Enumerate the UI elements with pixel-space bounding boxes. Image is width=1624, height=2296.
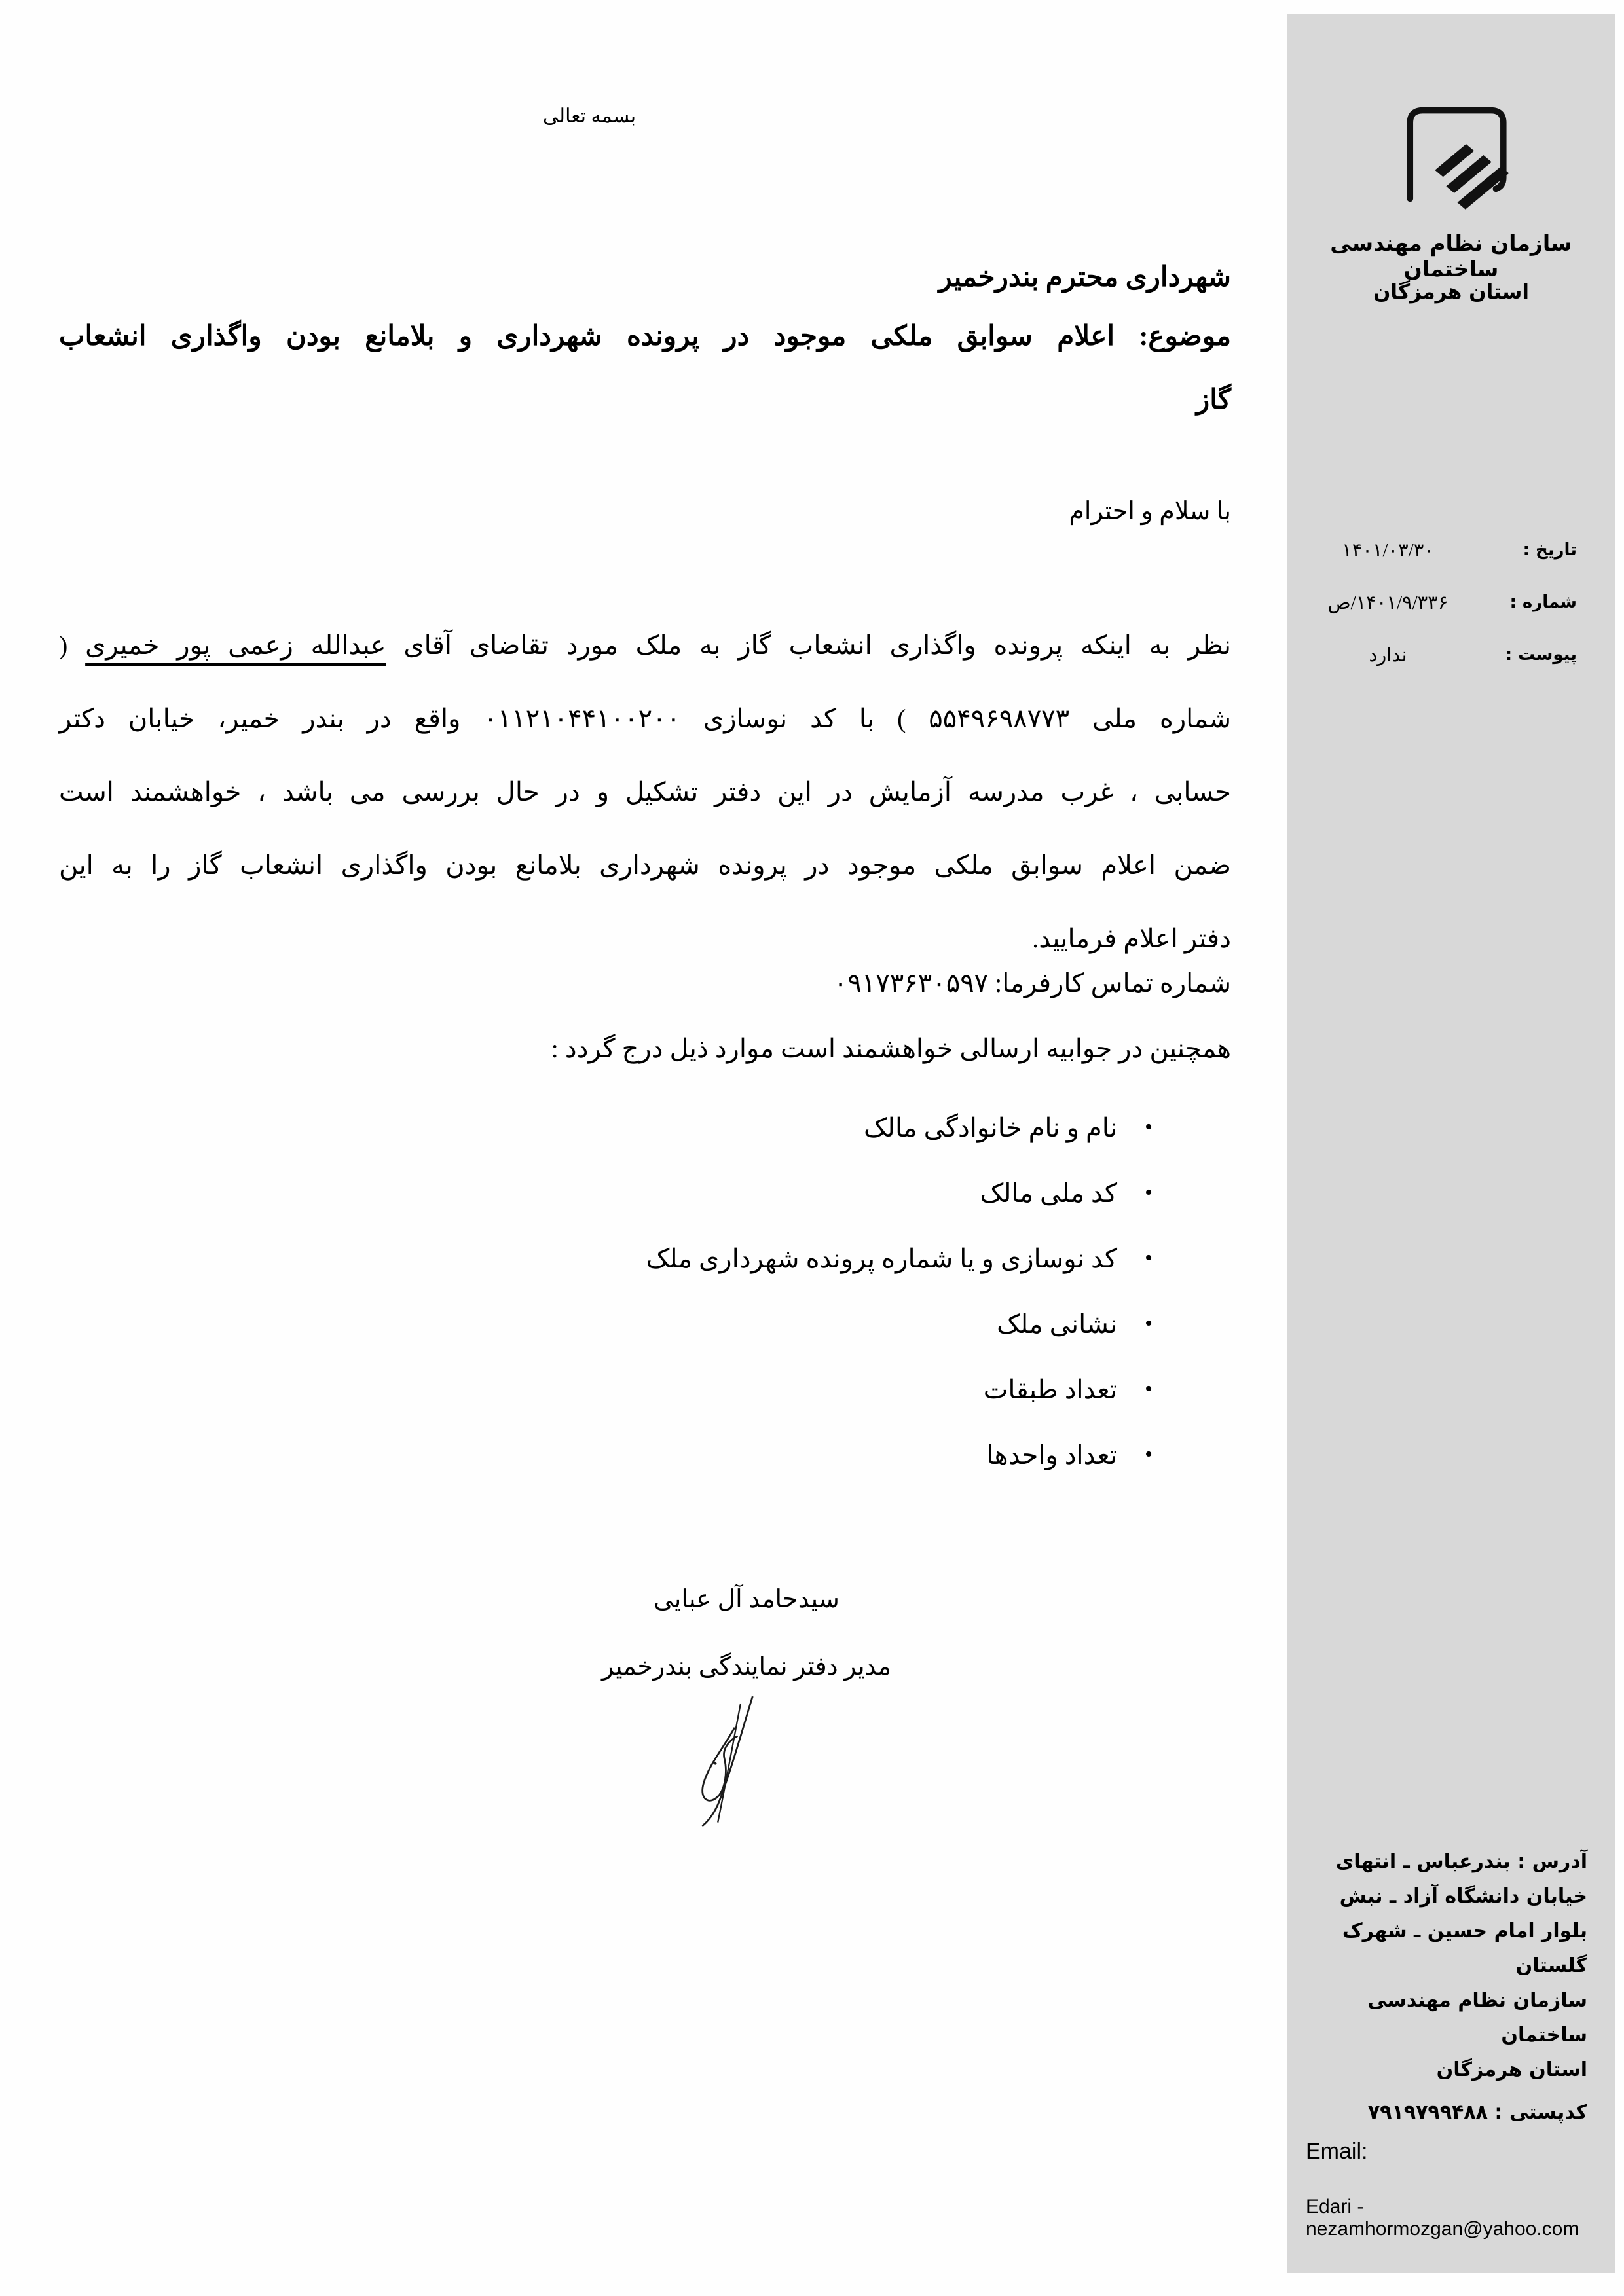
email-label: Email: xyxy=(1306,2139,1368,2164)
organization-logo xyxy=(1287,100,1615,215)
org-name-line2: استان هرمزگان xyxy=(1373,280,1530,304)
recipient-heading: شهرداری محترم بندرخمیر xyxy=(938,263,1231,293)
date-value: ۱۴۰۱/۰۳/۳۰ xyxy=(1342,539,1434,561)
bullet-icon: • xyxy=(1145,1311,1153,1336)
reply-request-line: همچنین در جوابیه ارسالی خواهشمند است موارد ذیل درج گردد : xyxy=(551,1034,1231,1063)
address-line: گلستان xyxy=(1515,1954,1587,1977)
address-line: سازمان نظام مهندسی ساختمان xyxy=(1367,1989,1587,2047)
list-item xyxy=(59,1291,1231,1357)
list-item-label: نام و نام خانوادگی مالک xyxy=(863,1112,1118,1142)
list-item-label: کد نوسازی و یا شماره پرونده شهرداری ملک xyxy=(646,1243,1118,1273)
subject-heading-line1: موضوع: اعلام سوابق ملکی موجود در پرونده شهرداری و بلامانع بودن واگذاری انشعاب xyxy=(59,321,1231,352)
list-item xyxy=(59,1095,1231,1160)
list-item xyxy=(59,1226,1231,1291)
list-item xyxy=(59,1422,1231,1487)
letter-meta-block xyxy=(1287,524,1615,681)
bullet-icon: • xyxy=(1145,1246,1153,1270)
list-item-label: تعداد طبقات xyxy=(983,1374,1118,1404)
list-item xyxy=(59,1160,1231,1226)
bismillah-text: بسمه تعالی xyxy=(542,105,637,127)
address-line: خیابان دانشگاه آزاد ـ نبش xyxy=(1339,1885,1587,1908)
meta-row-attachment xyxy=(1287,629,1615,681)
number-value: ۱۴۰۱/۹/۳۳۶/ص xyxy=(1327,592,1449,613)
signature-block xyxy=(419,1584,1074,1840)
attachment-value: ندارد xyxy=(1369,644,1407,666)
bullet-icon: • xyxy=(1145,1115,1153,1139)
salutation-text: با سلام و احترام xyxy=(1069,498,1231,525)
address-line: بلوار امام حسین ـ شهرک xyxy=(1342,1920,1587,1942)
date-label: تاریخ : xyxy=(1522,540,1577,560)
body-line-1-suffix: ( xyxy=(59,630,86,660)
required-items-list xyxy=(59,1095,1231,1487)
employer-phone-line: شماره تماس کارفرما: ۰۹۱۷۳۶۳۰۵۹۷ xyxy=(833,968,1231,998)
body-line-5: دفتر اعلام فرمایید. xyxy=(1032,924,1231,953)
body-line-4: ضمن اعلام سوابق ملکی موجود در پرونده شهرداری بلامانع بودن واگذاری انشعاب گاز را به این xyxy=(59,850,1231,880)
list-item-label: نشانی ملک xyxy=(997,1309,1118,1339)
organization-logo-icon xyxy=(1389,100,1513,212)
list-item-label: کد ملی مالک xyxy=(980,1178,1118,1208)
number-label: شماره : xyxy=(1509,592,1577,612)
signer-title: مدیر دفتر نمایندگی بندرخمیر xyxy=(602,1653,891,1681)
org-address-block xyxy=(1287,1844,1615,2130)
address-line: استان هرمزگان xyxy=(1436,2058,1587,2081)
signer-name: سیدحامد آل عبایی xyxy=(654,1586,840,1613)
letterhead-sidebar xyxy=(1287,14,1615,2273)
email-address: Edari - nezamhormozgan@yahoo.com xyxy=(1306,2196,1579,2240)
bullet-icon: • xyxy=(1145,1180,1153,1205)
meta-row-date xyxy=(1287,524,1615,576)
meta-row-number xyxy=(1287,576,1615,629)
attachment-label: پیوست : xyxy=(1505,645,1577,665)
applicant-name-underlined: عبدالله زعمی پور خمیری xyxy=(85,630,386,660)
body-line-3: حسابی ، غرب مدرسه آزمایش در این دفتر تشکیل و در حال بررسی می باشد ، خواهشمند است xyxy=(59,777,1231,807)
list-item-label: تعداد واحدها xyxy=(986,1440,1118,1470)
bullet-icon: • xyxy=(1145,1442,1153,1467)
bullet-icon: • xyxy=(1145,1377,1153,1401)
handwritten-signature-image xyxy=(419,1686,1048,1840)
list-item xyxy=(59,1357,1231,1422)
subject-heading-line2: گاز xyxy=(1196,385,1231,415)
org-name-line1: سازمان نظام مهندسی ساختمان xyxy=(1330,230,1572,282)
body-line-1 xyxy=(59,609,1231,682)
body-line-1-prefix: نظر به اینکه پرونده واگذاری انشعاب گاز به ملک مورد تقاضای آقای xyxy=(386,630,1231,660)
body-line-2: شماره ملی ۵۵۴۹۶۹۸۷۷۳ ) با کد نوسازی ۰۱۱۲۱۰۴۴۱۰۰۲۰۰ واقع در بندر خمیر، خیابان دکتر xyxy=(59,704,1232,733)
letter-body-paragraph xyxy=(59,609,1231,975)
postal-code-line: کدپستی : ۷۹۱۹۷۹۹۴۸۸ xyxy=(1367,2101,1587,2124)
address-line: آدرس : بندرعباس ـ انتهای xyxy=(1335,1850,1587,1873)
